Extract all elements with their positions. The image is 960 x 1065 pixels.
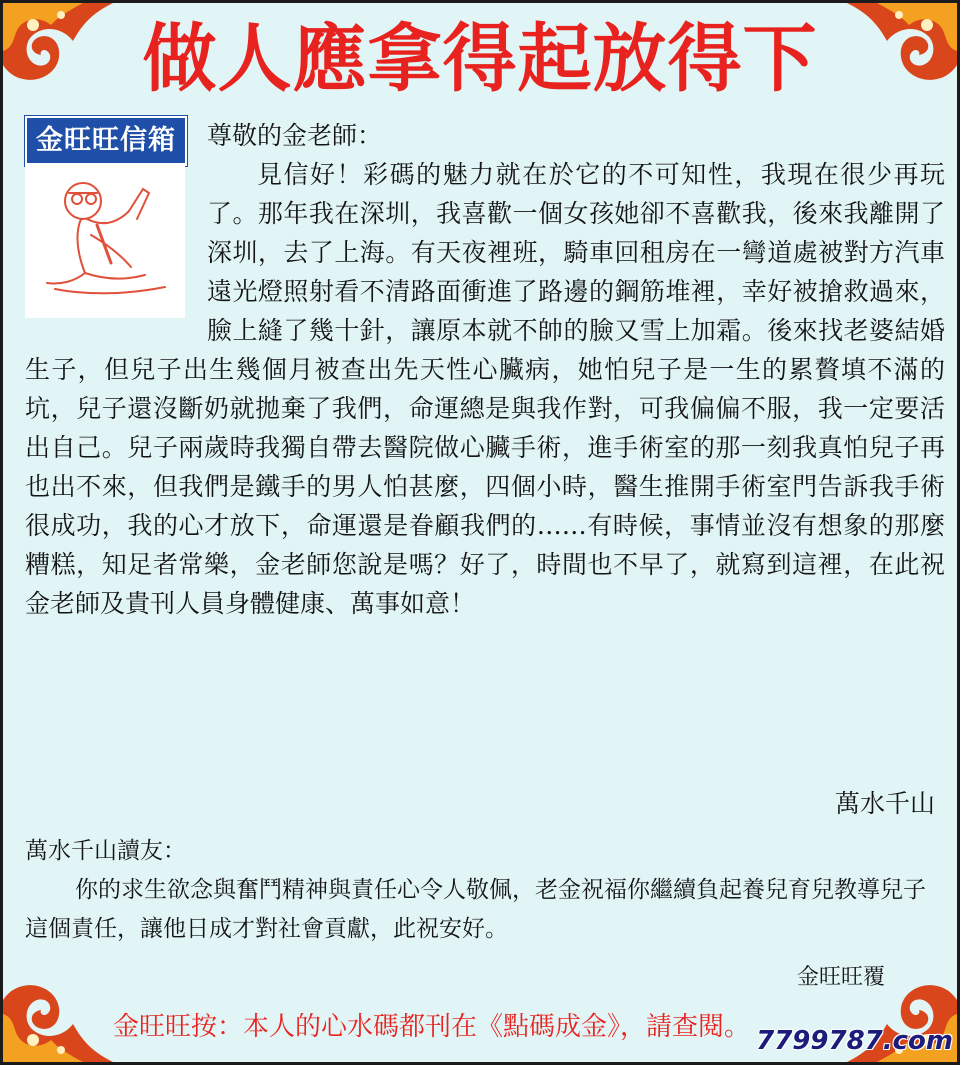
ornament-corner-bottom-left <box>3 962 113 1062</box>
reply-signature: 金旺旺覆 <box>796 965 885 990</box>
editor-note: 金旺旺按：本人的心水碼都刊在《點碼成金》，請查閱。 <box>113 1012 751 1042</box>
reply-salutation: 萬水千山讀友： <box>25 838 186 864</box>
column-badge: 金旺旺信箱 <box>25 116 187 166</box>
ornament-corner-top-left <box>3 3 113 103</box>
letter-salutation: 尊敬的金老師： <box>207 121 383 150</box>
letter-body: 見信好！彩碼的魅力就在於它的不可知性，我現在很少再玩了。那年我在深圳，我喜歡一個女孩她卻不喜歡我，後來我離開了深圳，去了上海。有天夜裡班，騎車回租房在一彎道處被對方汽車遠光燈照射看不清路面衝進了路邊的鋼筋堆裡，幸好被搶救過來，臉上縫了幾十針，讓原本就不帥的臉又雪上加霜。後來找老婆結婚生子，但兒子出生幾個月被查出先天性心臟病，她怕兒子是一生的累贅填不滿的坑，兒子還沒斷奶就拋棄了我們，命運總是與我作對，可我偏偏不服，我一定要活出自己。兒子兩歲時我獨自帶去醫院做心臟手術，進手術室的那一刻我真怕兒子再也出不來，但我們是鐵手的男人怕甚麼，四個小時，醫生推開手術室門告訴我手術很成功，我的心才放下，命運還是眷顧我們的……有時候，事情並沒有想象的那麼糟糕，知足者常樂，金老師您說是嗎？好了，時間也不早了，就寫到這裡，在此祝金老師及貴刊人員身體健康、萬事如意！ <box>25 160 945 618</box>
letter-signature: 萬水千山 <box>834 789 935 818</box>
reply-body: 你的求生欲念與奮鬥精神與責任心令人敬佩，老金祝福你繼續負起養兒育兒教導兒子這個責任，讓他日成才對社會貢獻，此祝安好。 <box>25 877 926 942</box>
page-title: 做人應拿得起放得下 <box>142 16 818 102</box>
illustration-spacer <box>25 116 207 321</box>
letter-content <box>25 116 945 623</box>
reply-content <box>25 832 945 949</box>
site-watermark: 7799787.com <box>756 1026 953 1056</box>
ornament-corner-top-right <box>847 3 957 103</box>
